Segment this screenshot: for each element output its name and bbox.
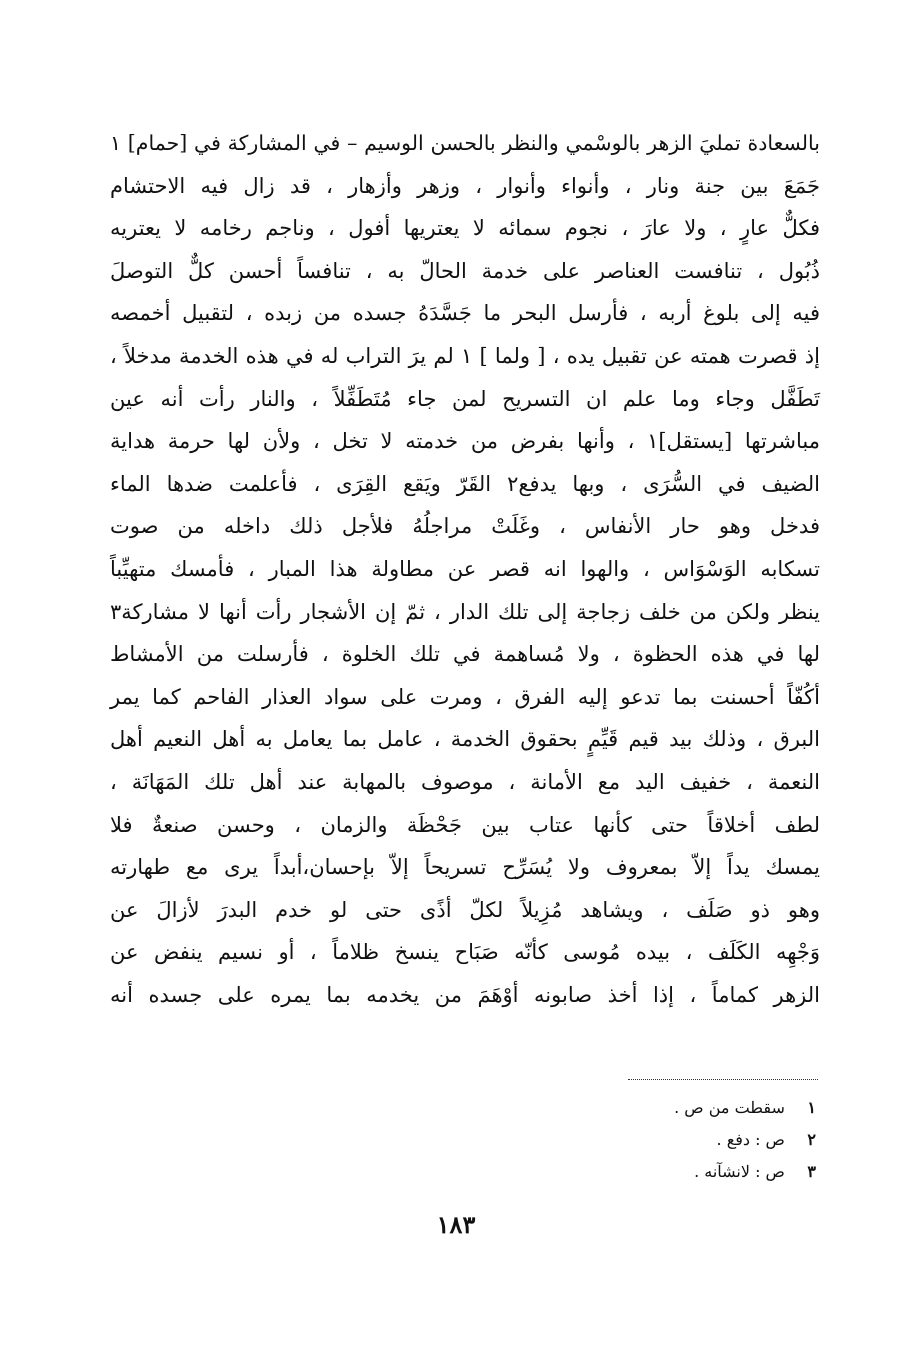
- body-line: ذُبُول ، تنافست العناصر على خدمة الحالّ به ، تنافساً أحسن كلٌّ التوصلَ: [110, 258, 820, 283]
- footnote-number: ٢: [807, 1130, 816, 1149]
- body-line: مباشرتها [يستقل]١ ، وأنها بفرض من خدمته لا تخل ، ولأن لها حرمة هداية: [110, 429, 821, 454]
- body-line: تَطَفَّل وجاء وما علم ان التسريح لمن جاء مُتَطَفِّلاً ، والنار رأت أنه عين: [110, 386, 820, 411]
- footnote: [674, 1156, 816, 1188]
- body-line: وَجْهِه الكَلَف ، بيده مُوسى كأنّه صَبَاح ينسخ ظلاماً ، أو نسيم ينفض عن: [110, 940, 820, 965]
- footnote-number: ٣: [807, 1162, 816, 1181]
- body-line: الزهر كماماً ، إذا أخذ صابونه أوْهَمَ من يخدمه بما يمره على جسده أنه: [110, 982, 820, 1007]
- body-line: وهو ذو صَلَف ، ويشاهد مُزِيلاً لكلّ أذًى حتى لو خدم البدرَ لأزالَ عن: [110, 897, 820, 922]
- body-line: فدخل وهو حار الأنفاس ، وغَلَتْ مراجلُهُ فلأجل ذلك داخله من صوت: [110, 514, 820, 539]
- body-line: فكلٌّ عارٍ ، ولا عارَ ، نجوم سمائه لا يعتريها أفول ، وناجم رخامه لا يعتريه: [110, 216, 820, 241]
- footnote-text: سقطت من ص .: [674, 1098, 785, 1117]
- body-line: يمسك يداً إلاّ بمعروف ولا يُسَرِّح تسريحاً إلاّ بإحسان،أبداً يرى مع طهارته: [110, 855, 820, 880]
- footnote: [674, 1092, 816, 1124]
- body-line: الضيف في السُّرَى ، وبها يدفع٢ القَرّ ويَقع القِرَى ، فأعلمت ضدها الماء: [110, 471, 820, 496]
- body-line: لها في هذه الحظوة ، ولا مُساهمة في تلك الخلوة ، فأرسلت من الأمشاط: [110, 642, 820, 667]
- body-line: جَمَعَ بين جنة ونار ، وأنواء وأنوار ، وزهر وأزهار ، قد زال فيه الاحتشام: [110, 173, 820, 198]
- main-body-text: [110, 122, 820, 1016]
- footnote-text: ص : دفع .: [716, 1130, 785, 1149]
- footnote-number: ١: [807, 1098, 816, 1117]
- body-line: إذ قصرت همته عن تقبيل يده ، [ ولما ] ١ لم يرَ التراب له في هذه الخدمة مدخلاً ،: [110, 343, 820, 368]
- page-number: ١٨٣: [436, 1210, 476, 1239]
- body-line: لطف أخلاقاً حتى كأنها عتاب بين جَحْظَة والزمان ، وحسن صنعةٌ فلا: [110, 812, 820, 837]
- footnote-text: ص : لانشآنه .: [694, 1162, 785, 1181]
- footnotes-section: [674, 1092, 816, 1188]
- body-line: تسكابه الوَسْوَاس ، والهوا انه قصر عن مطاولة هذا المبار ، فأمسك متهيِّباً: [110, 556, 820, 581]
- footnote-separator: [628, 1079, 818, 1080]
- footnote: [674, 1124, 816, 1156]
- body-line: فيه إلى بلوغ أربه ، فأرسل البحر ما جَسَّدَهُ جسده من زبده ، لتقبيل أخمصه: [110, 301, 820, 326]
- body-line: ينظر ولكن من خلف زجاجة إلى تلك الدار ، ثمّ إن الأشجار رأت أنها لا مشاركة٣: [110, 599, 820, 624]
- body-line: بالسعادة تمليَ الزهر بالوسْمي والنظر بالحسن الوسيم – في المشاركة في [حمام] ١: [110, 131, 820, 155]
- body-line: النعمة ، خفيف اليد مع الأمانة ، موصوف بالمهابة عند أهل تلك المَهَانَة ،: [110, 769, 820, 794]
- body-line: أكُفّاً أحسنت بما تدعو إليه الفرق ، ومرت على سواد العذار الفاحم كما يمر: [110, 684, 820, 709]
- body-line: البرق ، وذلك بيد قيم قَيِّمٍ بحقوق الخدمة ، عامل بما يعامل به أهل النعيم أهل: [110, 727, 820, 752]
